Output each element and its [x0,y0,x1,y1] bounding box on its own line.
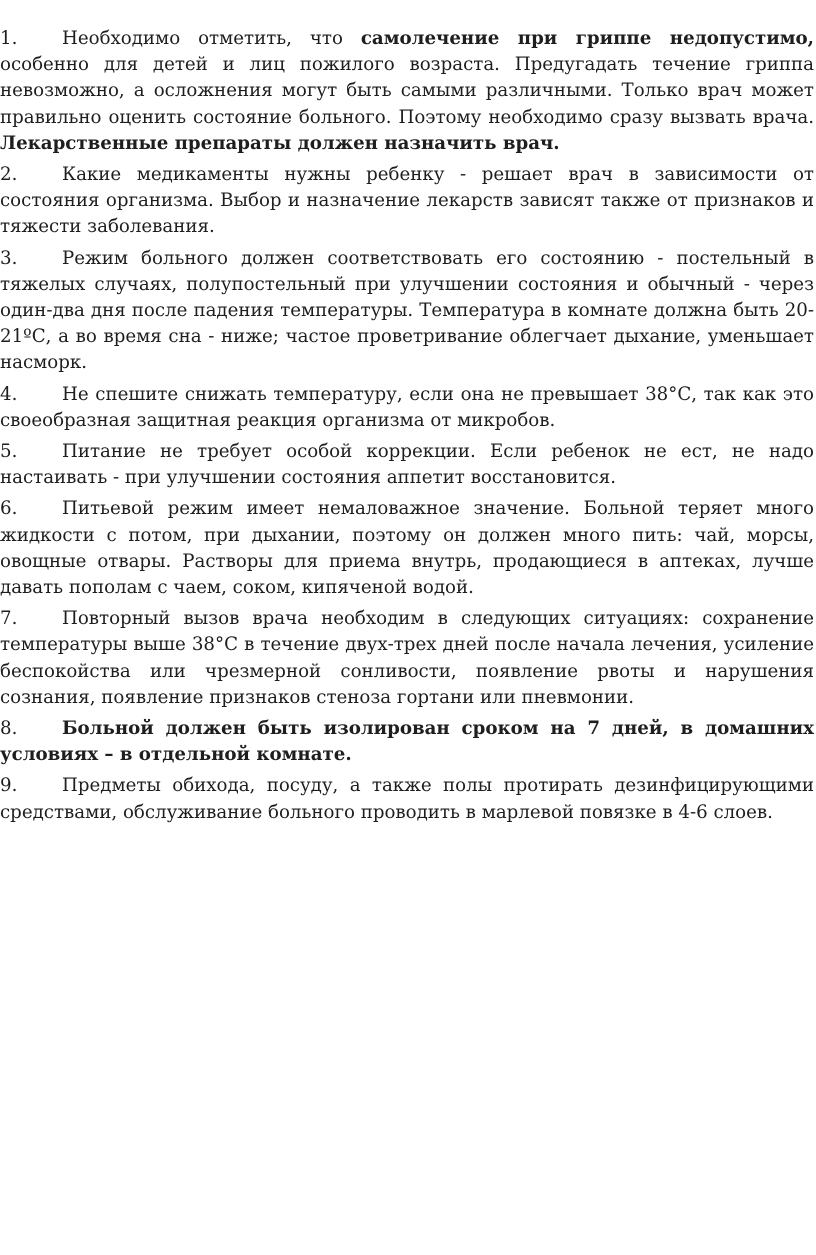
list-item-5 [0,439,814,491]
item-text: Питьевой режим имеет немаловажное значение. Больной теряет много жидкости с потом, при дыхании, поэтому он должен много пить: чай, морсы, овощные отвары. Растворы для приема внутрь, продающиеся в аптеках, лучше давать пополам с чаем, соком, кипяченой водой. [0,498,814,599]
item-number: 6. [0,498,18,520]
list-item-9 [0,773,814,825]
list-item-2 [0,162,814,241]
item-number: 2. [0,164,18,186]
bold-text: Больной должен быть изолирован сроком на 7 дней, в домашних условиях – в отдельной комнате. [0,718,814,766]
item-number: 7. [0,608,18,630]
bold-text: Лекарственные препараты должен назначить врач. [0,132,560,154]
item-number: 4. [0,383,18,405]
item-number: 3. [0,247,18,269]
item-text: Необходимо отметить, что [62,28,361,49]
list-item-7 [0,606,814,711]
item-text: Питание не требует особой коррекции. Если ребенок не ест, не надо настаивать - при улучшении состояния аппетит восстановится. [0,441,814,489]
item-text: Повторный вызов врача необходим в следующих ситуациях: сохранение температуры выше 38°С в течение двух-трех дней после начала лечения, усиление беспокойства или чрезмерной сонливости, появление рвоты и нарушения сознания, появление признаков стеноза гортани или пневмонии. [0,608,814,708]
item-number: 8. [0,718,18,740]
list-item-8 [0,716,814,768]
item-number: 1. [0,28,18,49]
item-text: особенно для детей и лиц пожилого возраста. Предугадать течение гриппа невозможно, а осложнения могут быть самыми различными. Только врач может правильно оценить состояние больного. Поэтому необходимо сразу вызвать врача. [0,54,814,128]
item-number: 5. [0,441,18,463]
item-text: Не спешите снижать температуру, если она не превышает 38°С, так как это своеобразная защитная реакция организма от микробов. [0,383,814,431]
item-text: Предметы обихода, посуду, а также полы протирать дезинфицирующими средствами, обслуживание больного проводить в марлевой повязке в 4-6 слоев. [0,775,814,823]
list-item-3 [0,246,814,377]
list-item-1 [0,26,814,157]
item-text: Какие медикаменты нужны ребенку - решает врач в зависимости от состояния организма. Выбор и назначение лекарств зависят также от признаков и тяжести заболевания. [0,164,814,238]
document-page [0,26,814,831]
list-item-4 [0,382,814,434]
item-number: 9. [0,775,18,797]
item-text: Режим больного должен соответствовать его состоянию - постельный в тяжелых случаях, полупостельный при улучшении состояния и обычный - через один-два дня после падения температуры. Температура в комнате должна быть 20-21ºС, а во время сна - ниже; частое проветривание облегчает дыхание, уменьшает насморк. [0,247,814,374]
list-item-6 [0,496,814,601]
bold-text: самолечение при гриппе недопустимо, [360,28,814,49]
